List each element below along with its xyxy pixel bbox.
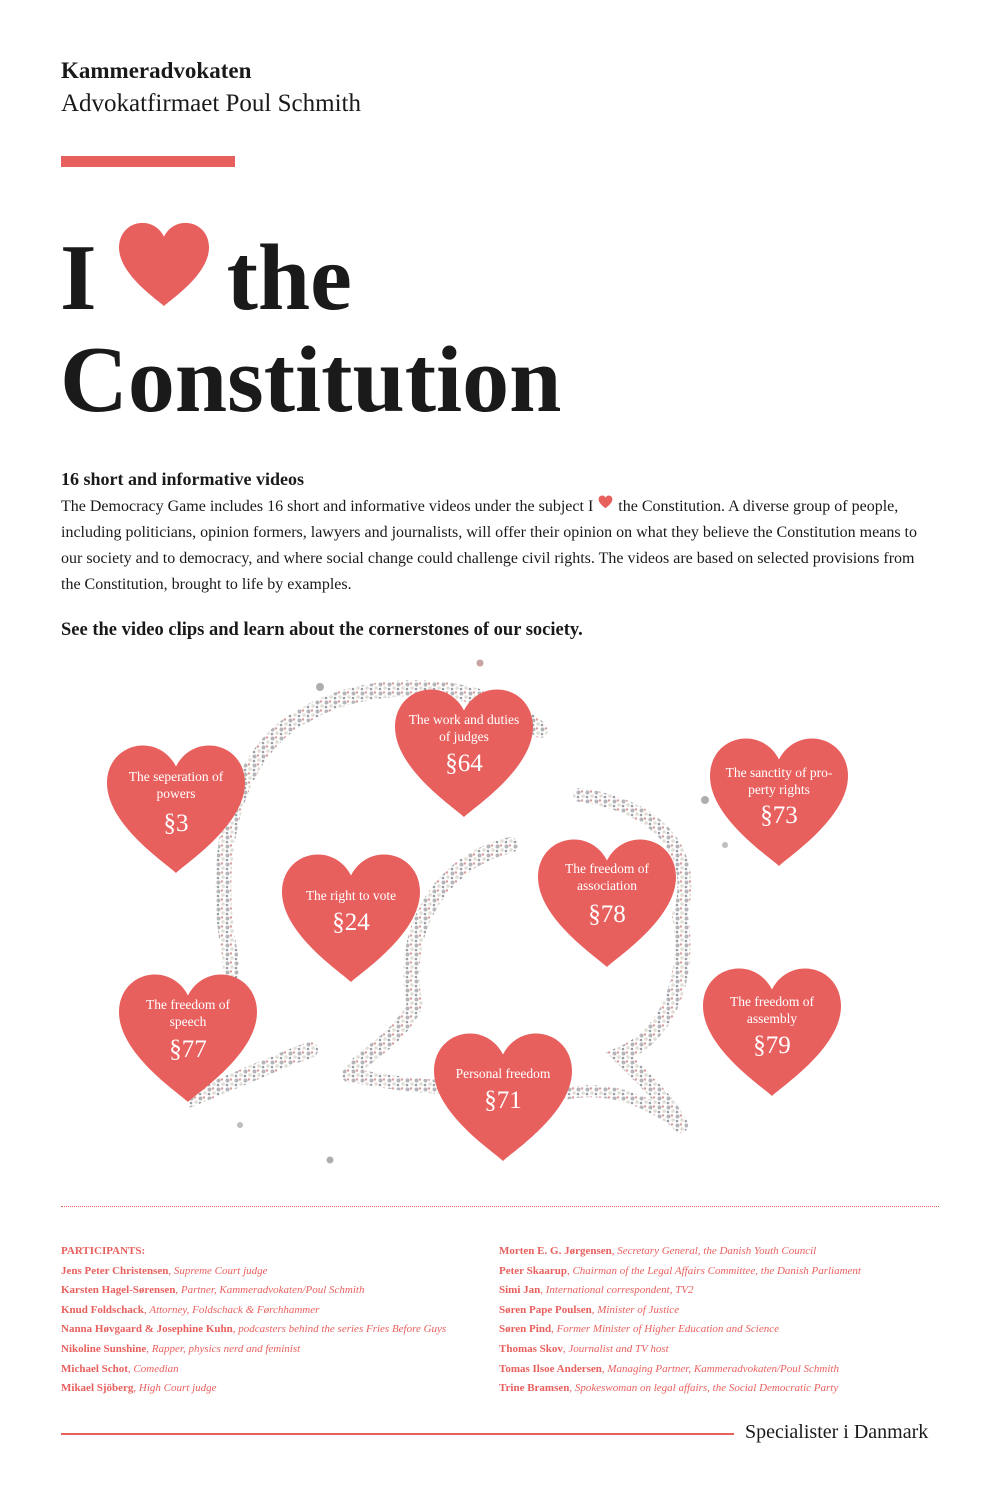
title-word-i: I: [60, 226, 97, 330]
dotted-divider: [61, 1206, 939, 1207]
participant-entry: Morten E. G. Jørgensen, Secretary General, the Danish Youth Council: [499, 1245, 817, 1257]
heart-paragraph: §24: [332, 909, 370, 936]
firm-name: Kammeradvokaten: [61, 58, 252, 83]
heart-label: The right to vote: [305, 888, 397, 903]
call-to-action: See the video clips and learn about the cornerstones of our society.: [61, 620, 583, 640]
participant-role: Secretary General, the Danish Youth Council: [617, 1245, 817, 1257]
heart-label: Personal freedom: [455, 1066, 551, 1081]
heart-card[interactable]: [532, 829, 682, 979]
participant-role: Attorney, Foldschack & Førchhammer: [149, 1303, 320, 1316]
heart-label: The seperation of powers: [128, 769, 224, 801]
participant-entry: Søren Pind, Former Minister of Higher Education and Science: [499, 1323, 779, 1336]
participant-entry: Jens Peter Christensen, Supreme Court judge: [61, 1264, 268, 1277]
heart-label: The freedom of speech: [146, 997, 230, 1029]
participant-role: Chairman of the Legal Affairs Committee, the Danish Parliament: [572, 1264, 861, 1277]
heart-card[interactable]: [704, 728, 854, 878]
heart-card[interactable]: [428, 1023, 578, 1173]
footer-rule: [61, 1433, 734, 1435]
participant-name: Trine Bramsen: [499, 1382, 570, 1395]
participant-entry: Thomas Skov, Journalist and TV host: [499, 1342, 669, 1355]
heart-label: The freedom of assembly: [730, 994, 814, 1026]
section-heading: 16 short and informative videos: [61, 469, 304, 489]
heart-card[interactable]: [113, 964, 263, 1114]
participant-role: International correspondent, TV2: [545, 1284, 694, 1297]
participant-name: Tomas Ilsoe Andersen: [499, 1362, 602, 1375]
heart-card[interactable]: [276, 844, 426, 994]
intro-paragraph: [61, 494, 931, 598]
participant-role: Managing Partner, Kammeradvokaten/Poul Schmith: [607, 1362, 839, 1375]
participant-entry: Michael Schot, Comedian: [61, 1362, 179, 1375]
participant-name: Søren Pind: [499, 1323, 552, 1336]
participant-name: Michael Schot: [61, 1362, 128, 1375]
firm-subtitle: Advokatfirmaet Poul Schmith: [61, 90, 361, 117]
heart-card[interactable]: [389, 679, 539, 829]
intro-text-end: the Constitution. A diverse group of people, including politicians, opinion formers, lawyers and journalists, will offer their opinion on what they believe the Constitution means to our society and to democracy, and where social change could challenge civil rights. The videos are based on selected provisions from the Constitution, brought to life by examples.: [61, 498, 917, 594]
participants-heading: PARTICIPANTS:: [61, 1245, 146, 1257]
participant-entry: Tomas Ilsoe Andersen, Managing Partner, Kammeradvokaten/Poul Schmith: [499, 1362, 839, 1375]
participant-role: Spokeswoman on legal affairs, the Social Democratic Party: [574, 1382, 839, 1395]
participant-role: Comedian: [133, 1362, 179, 1375]
participant-name: Morten E. G. Jørgensen: [499, 1245, 612, 1257]
participant-name: Thomas Skov: [499, 1342, 563, 1355]
heart-paragraph: §79: [753, 1032, 791, 1059]
participant-role: Minister of Justice: [597, 1303, 680, 1316]
participant-entry: Søren Pape Poulsen, Minister of Justice: [499, 1303, 680, 1316]
participant-entry: Nanna Høvgaard & Josephine Kuhn, podcasters behind the series Fries Before Guys: [61, 1323, 447, 1336]
participant-entry: Karsten Hagel-Sørensen, Partner, Kammeradvokaten/Poul Schmith: [61, 1284, 365, 1297]
participant-name: Knud Foldschack: [61, 1303, 144, 1316]
heart-label: The work and duties of judges: [408, 712, 520, 744]
participant-entry: Trine Bramsen, Spokeswoman on legal affairs, the Social Democratic Party: [499, 1382, 839, 1395]
participant-role: High Court judge: [138, 1382, 217, 1395]
participant-role: Former Minister of Higher Education and Science: [556, 1323, 779, 1336]
heart-paragraph: §64: [445, 750, 483, 777]
participant-role: podcasters behind the series Fries Before Guys: [238, 1323, 447, 1336]
participant-name: Karsten Hagel-Sørensen: [61, 1284, 176, 1297]
intro-text-start: The Democracy Game includes 16 short and informative videos under the subject I: [61, 498, 594, 515]
heart-label: The sanctity of pro-perty rights: [725, 765, 833, 797]
heart-card[interactable]: [101, 735, 251, 885]
participant-entry: Knud Foldschack, Attorney, Foldschack & Førchhammer: [61, 1303, 320, 1316]
participant-entry: Simi Jan, International correspondent, TV2: [499, 1284, 694, 1297]
heart-paragraph: §78: [588, 901, 626, 928]
participant-name: Mikael Sjöberg: [61, 1382, 134, 1395]
participant-entry: Nikoline Sunshine, Rapper, physics nerd and feminist: [61, 1342, 301, 1355]
footer-tagline: Specialister i Danmark: [745, 1421, 929, 1443]
page-title-line2: Constitution: [60, 328, 562, 432]
heart-paragraph: §73: [760, 802, 798, 829]
participant-role: Partner, Kammeradvokaten/Poul Schmith: [180, 1284, 365, 1297]
participant-name: Nikoline Sunshine: [61, 1342, 147, 1355]
heart-icon: [598, 492, 613, 518]
participant-name: Nanna Høvgaard & Josephine Kuhn: [61, 1323, 233, 1336]
participant-name: Søren Pape Poulsen: [499, 1303, 592, 1316]
participants-column-right: [499, 1242, 939, 1399]
heart-paragraph: §77: [169, 1036, 207, 1063]
participant-entry: Peter Skaarup, Chairman of the Legal Affairs Committee, the Danish Parliament: [499, 1264, 861, 1277]
participant-name: Simi Jan: [499, 1284, 541, 1297]
participant-name: Peter Skaarup: [499, 1264, 567, 1277]
participant-role: Journalist and TV host: [568, 1342, 669, 1355]
participant-role: Rapper, physics nerd and feminist: [151, 1342, 301, 1355]
participant-role: Supreme Court judge: [173, 1264, 268, 1277]
heart-paragraph: §3: [163, 810, 189, 837]
title-word-the: the: [226, 226, 352, 330]
participants-column-left: [61, 1242, 491, 1399]
participant-entry: Mikael Sjöberg, High Court judge: [61, 1382, 217, 1395]
heart-paragraph: §71: [484, 1087, 522, 1114]
accent-bar: [61, 156, 235, 167]
participant-name: Jens Peter Christensen: [61, 1264, 169, 1277]
heart-label: The freedom of association: [565, 861, 649, 893]
heart-card[interactable]: [697, 958, 847, 1108]
